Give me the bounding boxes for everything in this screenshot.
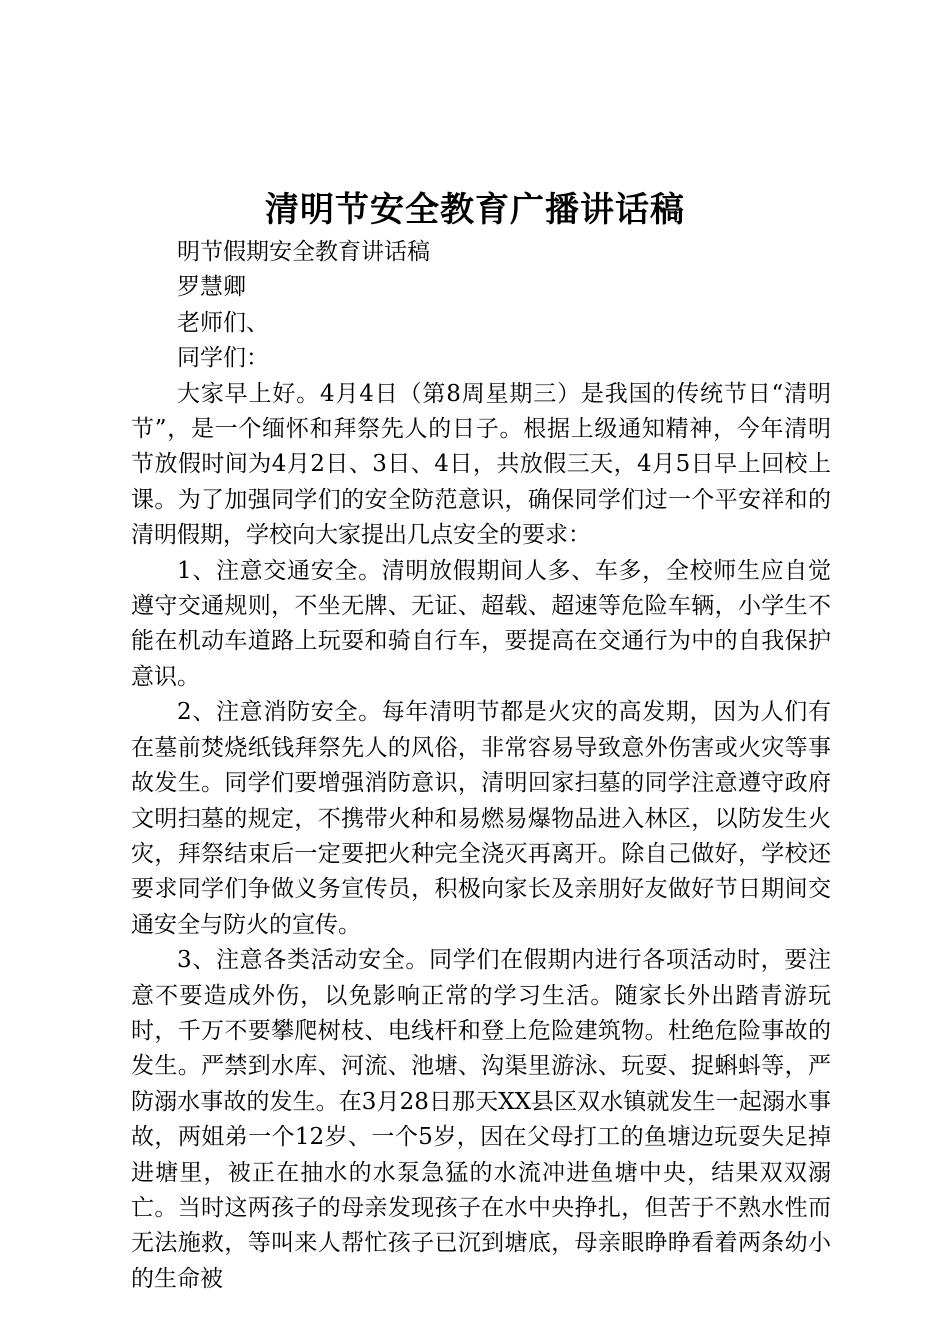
salutation-students: 同学们： — [177, 345, 269, 372]
subtitle-line: 明节假期安全教育讲话稿 — [177, 239, 430, 265]
document-title: 清明节安全教育广播讲话稿 — [265, 190, 685, 230]
document-body — [131, 235, 831, 1297]
paragraph-fire-safety: 2、注意消防安全。每年清明节都是火灾的高发期，因为人们有在墓前焚烧纸钱拜祭先人的风俗，非常容易导致意外伤害或火灾等事故发生。同学们要增强消防意识，清明回家扫墓的同学注意遵守政府文明扫墓的规定，不携带火种和易燃易爆物品进入林区，以防发生火灾，拜祭结束后一定要把火种完全浇灭再离开。除自己做好，学校还要求同学们争做义务宣传员，积极向家长及亲朋好友做好节日期间交通安全与防火的宣传。 — [131, 699, 831, 938]
author-line: 罗慧卿 — [177, 274, 246, 301]
paragraph-activity-safety: 3、注意各类活动安全。同学们在假期内进行各项活动时，要注意不要造成外伤，以免影响正常的学习生活。随家长外出踏青游玩时，千万不要攀爬树枝、电线杆和登上危险建筑物。杜绝危险事故的发生。严禁到水库、河流、池塘、沟渠里游泳、玩耍、捉蝌蚪等，严防溺水事故的发生。在3月28日那天XX县区双水镇就发生一起溺水事故，两姐弟一个12岁、一个5岁，因在父母打工的鱼塘边玩耍失足掉进塘里，被正在抽水的水泵急猛的水流冲进鱼塘中央，结果双双溺亡。当时这两孩子的母亲发现孩子在水中央挣扎，但苦于不熟水性而无法施救，等叫来人帮忙孩子已沉到塘底，母亲眼睁睁看着两条幼小的生命被 — [131, 947, 831, 1292]
intro-paragraph: 大家早上好。4月4日（第8周星期三）是我国的传统节日“清明节”，是一个缅怀和拜祭先人的日子。根据上级通知精神，今年清明节放假时间为4月2日、3日、4日，共放假三天，4月5日早上回校上课。为了加强同学们的安全防范意识，确保同学们过一个平安祥和的清明假期，学校向大家提出几点安全的要求： — [131, 380, 831, 549]
paragraph-traffic-safety: 1、注意交通安全。清明放假期间人多、车多，全校师生应自觉遵守交通规则，不坐无牌、无证、超载、超速等危险车辆，小学生不能在机动车道路上玩耍和骑自行车，要提高在交通行为中的自我保护意识。 — [131, 557, 831, 690]
salutation-teachers: 老师们、 — [177, 309, 269, 336]
